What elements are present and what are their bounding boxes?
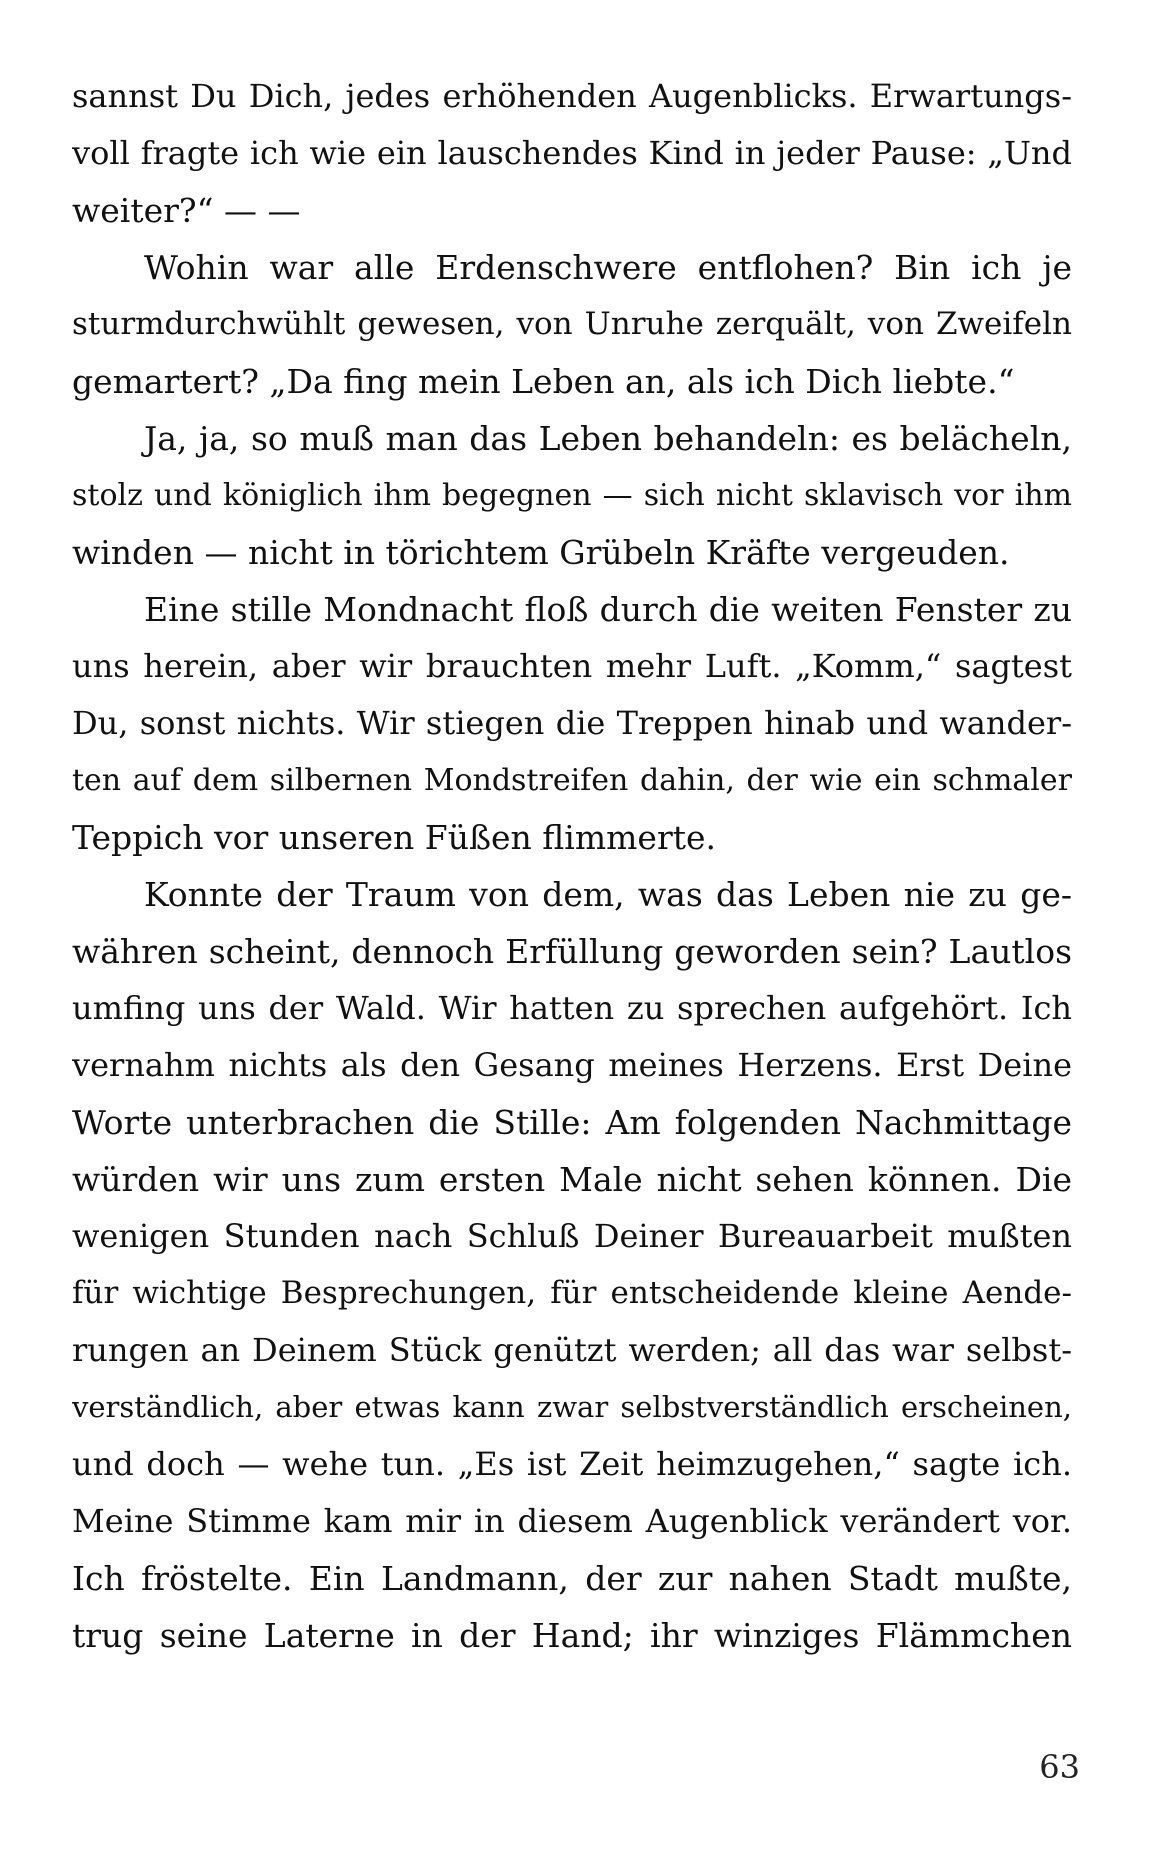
text-line: würden wir uns zum ersten Male nicht sehen können. Die bbox=[72, 1160, 1072, 1199]
page-number: 63 bbox=[1039, 1748, 1080, 1786]
text-line: umfing uns der Wald. Wir hatten zu sprechen aufgehört. Ich bbox=[72, 989, 1072, 1027]
text-line: währen scheint, dennoch Erfüllung geworden sein? Lautlos bbox=[72, 932, 1072, 971]
text-line: wenigen Stunden nach Schluß Deiner Bureauarbeit mußten bbox=[72, 1217, 1072, 1255]
text-line: gemartert? „Da fing mein Leben an, als ich Dich liebte.“ bbox=[72, 362, 1015, 401]
text-line: sturmdurchwühlt gewesen, von Unruhe zerquält, von Zweifeln bbox=[72, 306, 1072, 342]
text-line: Worte unterbrachen die Stille: Am folgenden Nachmittage bbox=[72, 1103, 1072, 1142]
text-line: Meine Stimme kam mir in diesem Augenblick verändert vor. bbox=[72, 1502, 1072, 1540]
text-line: stolz und königlich ihm begegnen — sich nicht sklavisch vor ihm bbox=[72, 478, 1072, 513]
text-line: voll fragte ich wie ein lauschendes Kind in jeder Pause: „Und bbox=[72, 134, 1072, 172]
text-line: rungen an Deinem Stück genützt werden; all das war selbst- bbox=[72, 1331, 1072, 1369]
text-line: sannst Du Dich, jedes erhöhenden Augenblicks. Erwartungs- bbox=[72, 77, 1072, 115]
text-line: Du, sonst nichts. Wir stiegen die Treppen hinab und wander- bbox=[72, 704, 1072, 742]
text-line: Eine stille Mondnacht floß durch die weiten Fenster zu bbox=[144, 590, 1072, 629]
text-line: uns herein, aber wir brauchten mehr Luft. „Komm,“ sagtest bbox=[72, 647, 1072, 685]
text-line: Konnte der Traum von dem, was das Leben nie zu ge- bbox=[144, 875, 1072, 914]
text-line: ten auf dem silbernen Mondstreifen dahin, der wie ein schmaler bbox=[72, 763, 1072, 798]
body-text bbox=[72, 68, 1072, 1664]
text-line: trug seine Laterne in der Hand; ihr winziges Flämmchen bbox=[72, 1616, 1072, 1655]
text-line: Teppich vor unseren Füßen flimmerte. bbox=[72, 818, 716, 857]
text-line: weiter?“ — — bbox=[72, 191, 301, 230]
text-line: Ich fröstelte. Ein Landmann, der zur nahen Stadt mußte, bbox=[72, 1559, 1072, 1598]
text-line: vernahm nichts als den Gesang meines Herzens. Erst Deine bbox=[72, 1046, 1072, 1084]
text-line: winden — nicht in törichtem Grübeln Kräfte vergeuden. bbox=[72, 533, 1010, 572]
text-line: für wichtige Besprechungen, für entscheidende kleine Aende- bbox=[72, 1275, 1072, 1311]
text-line: Ja, ja, so muß man das Leben behandeln: es belächeln, bbox=[144, 419, 1072, 458]
text-line: Wohin war alle Erdenschwere entflohen? Bin ich je bbox=[144, 248, 1072, 287]
text-line: verständlich, aber etwas kann zwar selbstverständlich erscheinen, bbox=[72, 1390, 1072, 1424]
text-line: und doch — wehe tun. „Es ist Zeit heimzugehen,“ sagte ich. bbox=[72, 1445, 1072, 1483]
